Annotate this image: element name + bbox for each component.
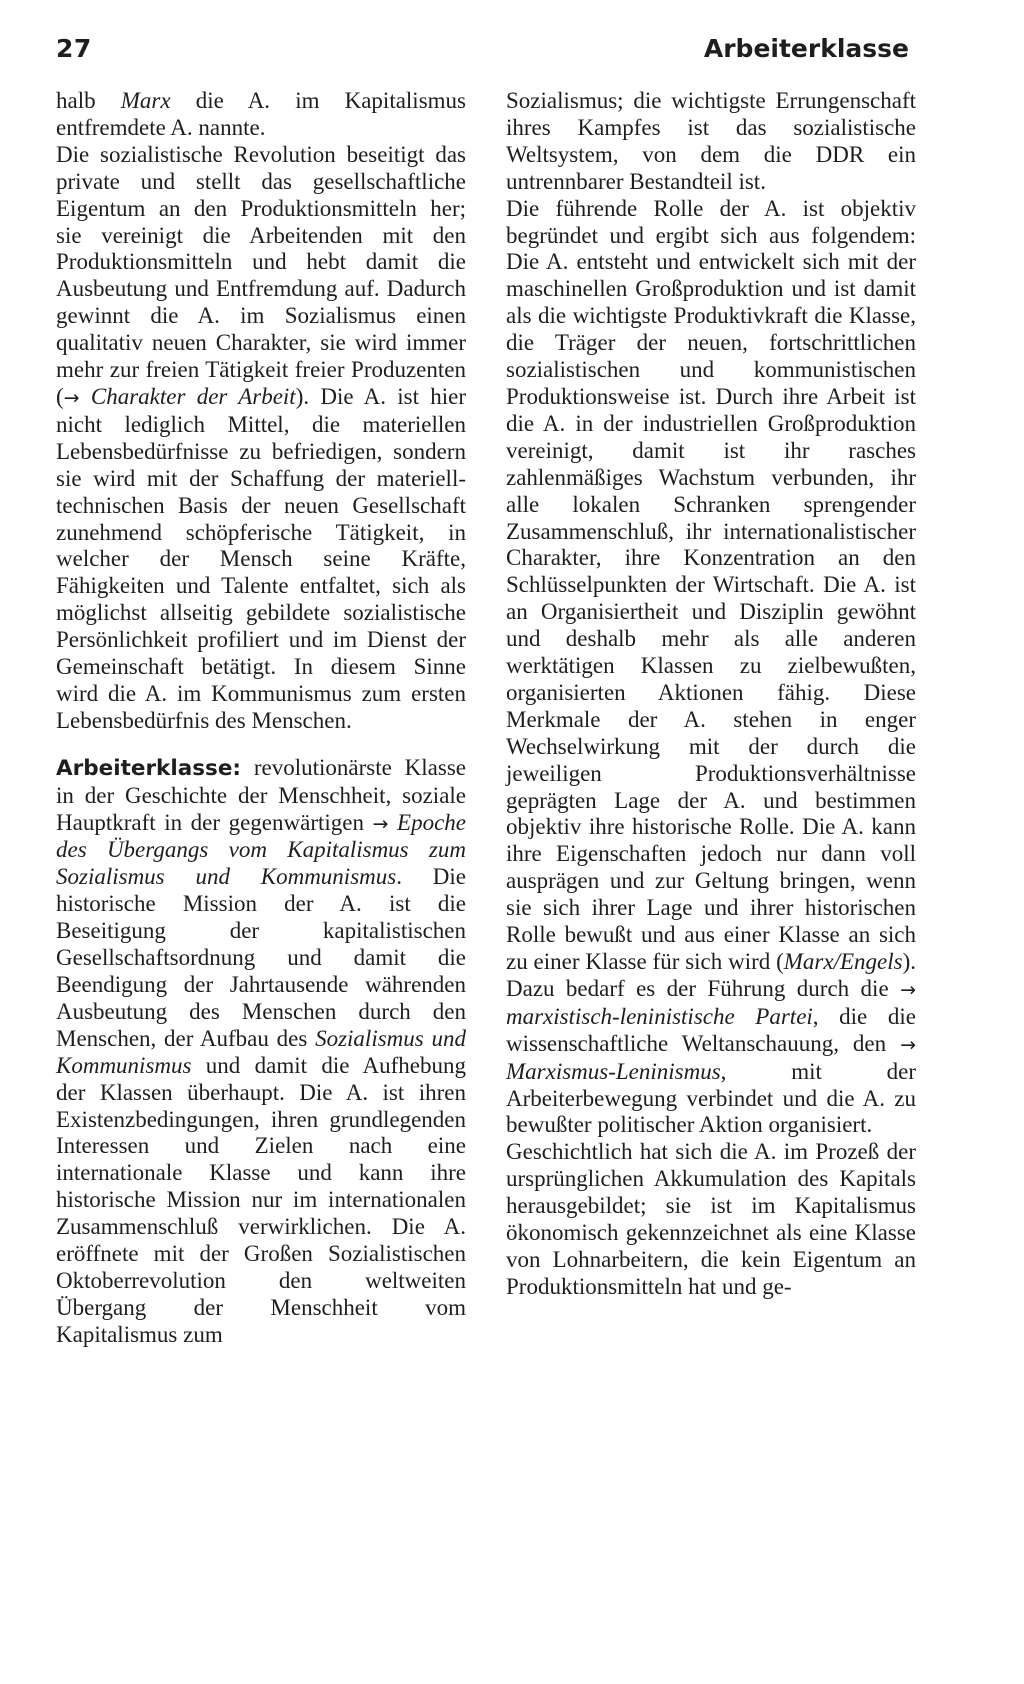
- paragraph-weltsystem: [506, 88, 916, 196]
- paragraph-fuehrende-rolle: [506, 196, 916, 1140]
- text-segment: Die sozialistische Revolution beseitigt das private und stellt das gesellschaftliche Eigentum an den Produktionsmitteln her; sie vereinigt die Arbeitenden mit den Produktionsmitteln und hebt damit die Ausbeutung und Entfremdung auf. Dadurch gewinnt die A. im Sozialismus einen qualitativ neuen Charakter, sie wird immer mehr zur freien Tätigkeit freier Produzenten (: [56, 141, 466, 409]
- page-number: 27: [56, 34, 92, 63]
- text-segment: ). Dazu bedarf es der Führung durch die: [506, 949, 916, 1001]
- cross-ref-epoche-des-uebergangs: Epoche des Übergangs vom Kapitalismus zum Sozialismus und Kommunismus: [56, 809, 466, 890]
- text-segment: Die führende Rolle der A. ist objektiv begründet und ergibt sich aus folgendem: Die A. entsteht und entwickelt sich mit der maschinellen Großproduktion und ist damit als die wichtigste Produktivkraft die Klasse, die Träger der neuen, fortschrittlichen sozialistischen und kommunistischen Produktionsweise ist. Durch ihre Arbeit ist die A. in der industriellen Großproduktion vereinigt, damit ist ihr rasches zahlenmäßiges Wachstum verbunden, ihr alle lokalen Schranken sprengender Zusammenschluß, ihr internationalistischer Charakter, ihre Konzentration an den Schlüsselpunkten der Wirtschaft. Die A. ist an Organisiertheit und Disziplin gewöhnt und deshalb mehr als alle anderen werktätigen Klassen zu zielbewußten, organisierten Aktionen fähig. Diese Merkmale der A. stehen in enger Wechselwirkung mit der durch die jeweiligen Produktionsverhältnisse geprägten Lage der A. und bestimmen objektiv ihre historische Rolle. Die A. kann ihre Eigenschaften jedoch nur dann voll ausprägen und zur Geltung bringen, wenn sie sich ihrer Lage und ihrer historischen Rolle bewußt und aus einer Klasse an sich zu einer Klasse für sich wird (: [506, 195, 916, 974]
- cross-ref-charakter-der-arbeit: Charakter der Arbeit: [79, 383, 296, 409]
- running-head: Arbeiterklasse: [703, 34, 909, 63]
- text-segment: die A. im Kapitalismus entfremdete A. nannte.: [56, 88, 466, 140]
- arrow-icon: →: [900, 978, 916, 1001]
- name-marx: Marx: [120, 88, 171, 113]
- text-segment: , die die wissenschaftliche Weltanschauung, den: [506, 1003, 916, 1056]
- text-segment: . Die historische Mission der A. ist die Beseitigung der kapitalistischen Gesellschaftsordnung und damit die Beendigung der Jahrtausende währenden Ausbeutung des Menschen durch den Menschen, der Aufbau des: [56, 864, 466, 1051]
- text-segment: halb: [56, 88, 121, 113]
- arrow-icon: →: [63, 386, 80, 409]
- text-segment: revolutionärste Klasse in der Geschichte der Menschheit, soziale Hauptkraft in der gegenwärtigen: [56, 754, 466, 835]
- left-column: [56, 88, 466, 1349]
- text-segment: , mit der Arbeiterbewegung verbindet und die A. zu bewußter politischer Aktion organisiert.: [506, 1058, 916, 1138]
- right-column: [506, 88, 916, 1301]
- paragraph-sozialistische-revolution: [56, 142, 466, 735]
- cross-ref-marxismus-leninismus: Marxismus-Leninismus: [506, 1058, 721, 1084]
- name-marx-engels: Marx/Engels: [783, 949, 903, 974]
- entry-headword: Arbeiterklasse:: [56, 755, 241, 781]
- text-segment: ). Die A. ist hier nicht lediglich Mittel, die materiellen Lebensbedürfnisse zu befriedigen, sondern sie wird mit der Schaffung der materiell-technischen Basis der neuen Gesellschaft zunehmend schöpferische Tätigkeit, in welcher der Mensch seine Kräfte, Fähigkeiten und Talente entfaltet, sich als möglichst allseitig gebildete sozialistische Persönlichkeit profiliert und im Dienst der Gemeinschaft betätigt. In diesem Sinne wird die A. im Kommunismus zum ersten Lebensbedürfnis des Menschen.: [56, 383, 466, 733]
- paragraph-entfremdung-end: [56, 88, 466, 142]
- text-segment: Geschichtlich hat sich die A. im Prozeß der ursprünglichen Akkumulation des Kapitals herausgebildet; sie ist im Kapitalismus ökonomisch gekennzeichnet als eine Klasse von Lohnarbeitern, die kein Eigentum an Produktionsmitteln hat und ge-: [506, 1139, 916, 1299]
- arrow-icon: →: [372, 812, 389, 835]
- text-segment: Sozialismus; die wichtigste Errungenschaft ihres Kampfes ist das sozialistische Weltsystem, von dem die DDR ein untrennbarer Bestandteil ist.: [506, 88, 916, 194]
- arrow-icon: →: [900, 1033, 916, 1056]
- entry-arbeiterklasse: [56, 755, 466, 1349]
- cross-ref-partei: marxistisch-leninistische Partei: [506, 1003, 813, 1029]
- cross-ref-sozialismus-und-kommunismus: Sozialismus und Kommunismus: [56, 1025, 466, 1078]
- paragraph-geschichtlich: [506, 1139, 916, 1300]
- text-segment: und damit die Aufhebung der Klassen überhaupt. Die A. ist ihren Existenzbedingungen, ihren grundlegenden Interessen und Zielen nach eine internationale Klasse und kann ihre historische Mission nur im internationalen Zusammenschluß verwirklichen. Die A. eröffnete mit der Großen Sozialistischen Oktoberrevolution den weltweiten Übergang der Menschheit vom Kapitalismus zum: [56, 1052, 466, 1347]
